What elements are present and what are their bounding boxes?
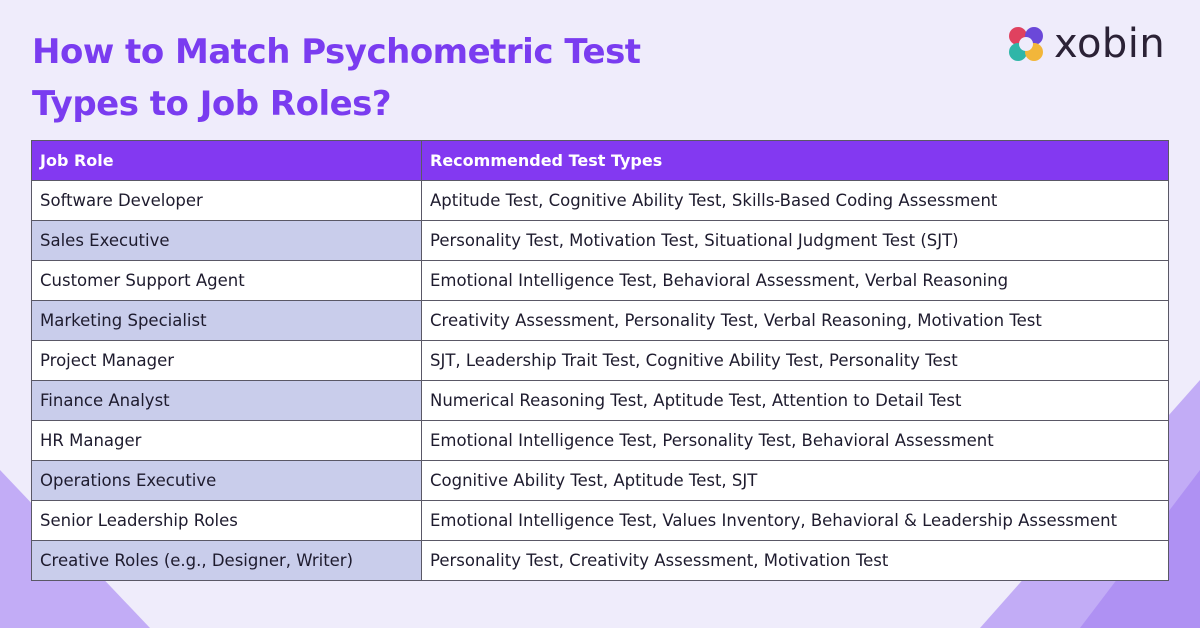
header-recommended-tests: Recommended Test Types	[422, 141, 1169, 181]
table-row	[32, 261, 1169, 301]
table-row	[32, 181, 1169, 221]
table-row	[32, 541, 1169, 581]
job-role-cell: Sales Executive	[32, 221, 422, 261]
job-role-cell: Customer Support Agent	[32, 261, 422, 301]
table-row	[32, 221, 1169, 261]
brand-name: xobin	[1054, 21, 1166, 67]
header-job-role: Job Role	[32, 141, 422, 181]
job-role-cell: Software Developer	[32, 181, 422, 221]
table-header-row	[32, 141, 1169, 181]
job-role-test-table	[31, 140, 1169, 581]
job-role-cell: Operations Executive	[32, 461, 422, 501]
table-row	[32, 461, 1169, 501]
page-title-line-1: How to Match Psychometric Test	[32, 32, 641, 72]
table-row	[32, 301, 1169, 341]
table-row	[32, 421, 1169, 461]
job-role-cell: Marketing Specialist	[32, 301, 422, 341]
test-types-cell: Cognitive Ability Test, Aptitude Test, SJT	[422, 461, 1169, 501]
table-row	[32, 501, 1169, 541]
job-role-cell: Creative Roles (e.g., Designer, Writer)	[32, 541, 422, 581]
job-role-cell: Finance Analyst	[32, 381, 422, 421]
test-types-cell: Numerical Reasoning Test, Aptitude Test, Attention to Detail Test	[422, 381, 1169, 421]
test-types-cell: SJT, Leadership Trait Test, Cognitive Ability Test, Personality Test	[422, 341, 1169, 381]
table-row	[32, 341, 1169, 381]
xobin-logo-icon	[1006, 24, 1046, 64]
table-row	[32, 381, 1169, 421]
job-role-cell: Project Manager	[32, 341, 422, 381]
brand-logo	[1006, 21, 1166, 67]
test-types-cell: Emotional Intelligence Test, Behavioral Assessment, Verbal Reasoning	[422, 261, 1169, 301]
page-title-line-2: Types to Job Roles?	[32, 84, 392, 124]
test-types-cell: Emotional Intelligence Test, Values Inventory, Behavioral & Leadership Assessment	[422, 501, 1169, 541]
test-types-cell: Personality Test, Motivation Test, Situational Judgment Test (SJT)	[422, 221, 1169, 261]
page-title	[32, 26, 641, 130]
test-types-cell: Personality Test, Creativity Assessment, Motivation Test	[422, 541, 1169, 581]
job-role-cell: Senior Leadership Roles	[32, 501, 422, 541]
test-types-cell: Creativity Assessment, Personality Test, Verbal Reasoning, Motivation Test	[422, 301, 1169, 341]
test-types-cell: Emotional Intelligence Test, Personality Test, Behavioral Assessment	[422, 421, 1169, 461]
test-types-cell: Aptitude Test, Cognitive Ability Test, Skills-Based Coding Assessment	[422, 181, 1169, 221]
job-role-cell: HR Manager	[32, 421, 422, 461]
